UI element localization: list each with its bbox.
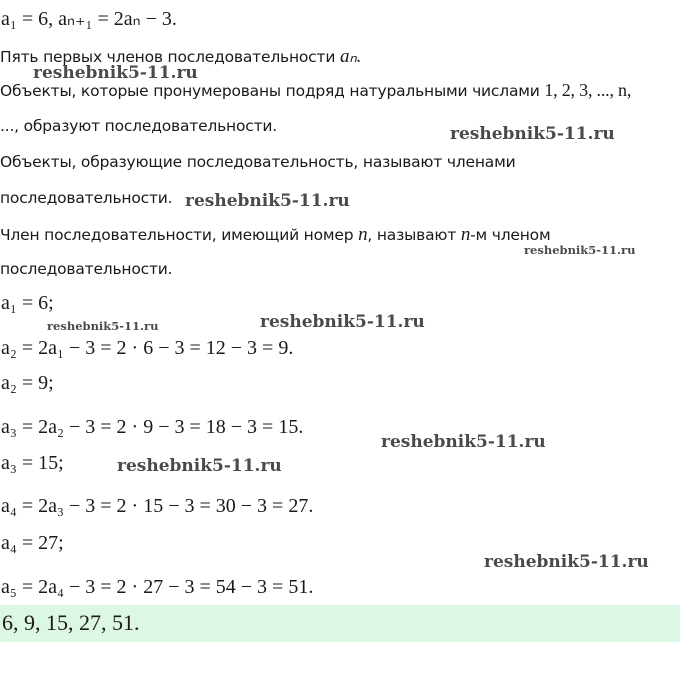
nth-member-line-1 xyxy=(0,224,550,246)
definition-text: Объекты, которые пронумерованы подряд натуральными числами xyxy=(0,82,545,100)
task-variable: aₙ. xyxy=(339,46,362,67)
nth-var-2: n xyxy=(460,224,471,245)
watermark: reshebnik5-11.ru xyxy=(524,243,636,257)
term-a3: a₃ = 15; xyxy=(1,452,64,474)
term-a3-calculation: a₃ = 2a₂ − 3 = 2 · 9 − 3 = 18 − 3 = 15. xyxy=(1,416,304,438)
watermark: reshebnik5-11.ru xyxy=(450,124,615,144)
watermark: reshebnik5-11.ru xyxy=(381,432,546,452)
watermark: reshebnik5-11.ru xyxy=(484,552,649,572)
nth-text-b: , называют xyxy=(367,226,461,244)
nth-member-line-2: последовательности. xyxy=(0,260,173,278)
watermark: reshebnik5-11.ru xyxy=(33,63,198,83)
nth-var-1: n xyxy=(358,224,368,245)
watermark: reshebnik5-11.ru xyxy=(117,456,282,476)
term-a4-calculation: a₄ = 2a₃ − 3 = 2 · 15 − 3 = 30 − 3 = 27. xyxy=(1,495,314,517)
definition-line-2: ..., образуют последовательности. xyxy=(0,117,278,135)
task-text: Пять первых членов последовательности xyxy=(0,48,340,66)
members-definition-line-2: последовательности. xyxy=(0,189,173,207)
term-a5-calculation: a₅ = 2a₄ − 3 = 2 · 27 − 3 = 54 − 3 = 51. xyxy=(1,576,314,598)
answer-text: 6, 9, 15, 27, 51. xyxy=(2,610,140,635)
watermark: reshebnik5-11.ru xyxy=(185,191,350,211)
answer-block xyxy=(0,605,680,642)
nth-text-c: -м членом xyxy=(470,226,551,244)
term-a2: a₂ = 9; xyxy=(1,372,54,394)
watermark: reshebnik5-11.ru xyxy=(47,319,159,333)
nth-text-a: Член последовательности, имеющий номер xyxy=(0,226,359,244)
definition-line-1 xyxy=(0,80,631,101)
recurrence-formula: a₁ = 6, aₙ₊₁ = 2aₙ − 3. xyxy=(1,8,177,30)
members-definition-line-1: Объекты, образующие последовательность, называют членами xyxy=(0,153,516,171)
term-a1: a₁ = 6; xyxy=(1,292,54,314)
watermark: reshebnik5-11.ru xyxy=(260,312,425,332)
term-a2-calculation: a₂ = 2a₁ − 3 = 2 · 6 − 3 = 12 − 3 = 9. xyxy=(1,337,294,359)
natural-numbers: 1, 2, 3, ..., n, xyxy=(544,80,632,100)
term-a4: a₄ = 27; xyxy=(1,532,64,554)
